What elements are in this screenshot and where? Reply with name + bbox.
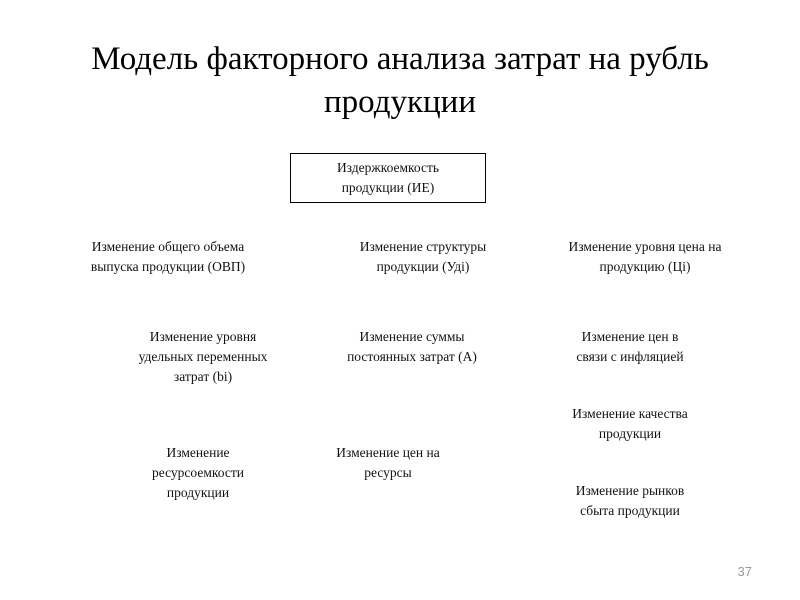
factor-resource-prices: Изменение цен на ресурсы	[336, 445, 440, 480]
page-number: 37	[737, 564, 752, 579]
factor-structure: Изменение структуры продукции (Удi)	[359, 239, 487, 274]
root-node-label: Издержкоемкость продукции (ИЕ)	[336, 160, 440, 195]
factor-quality: Изменение качества продукции	[572, 406, 688, 441]
factor-resource-intensity: Изменение ресурсоемкости продукции	[152, 445, 244, 500]
factor-markets: Изменение рынков сбыта продукции	[575, 483, 685, 518]
factor-price-level: Изменение уровня цена на продукцию (Цi)	[568, 239, 722, 274]
factor-ovp: Изменение общего объема выпуска продукции (ОВП)	[90, 239, 246, 274]
slide-title: Модель факторного анализа затрат на рубль продукции	[91, 41, 709, 120]
factor-inflation-prices: Изменение цен в связи с инфляцией	[576, 329, 684, 364]
factor-fixed-costs: Изменение суммы постоянных затрат (А)	[347, 329, 477, 364]
root-node-box	[290, 153, 486, 203]
factor-variable-costs: Изменение уровня удельных переменных затрат (bi)	[138, 329, 268, 384]
